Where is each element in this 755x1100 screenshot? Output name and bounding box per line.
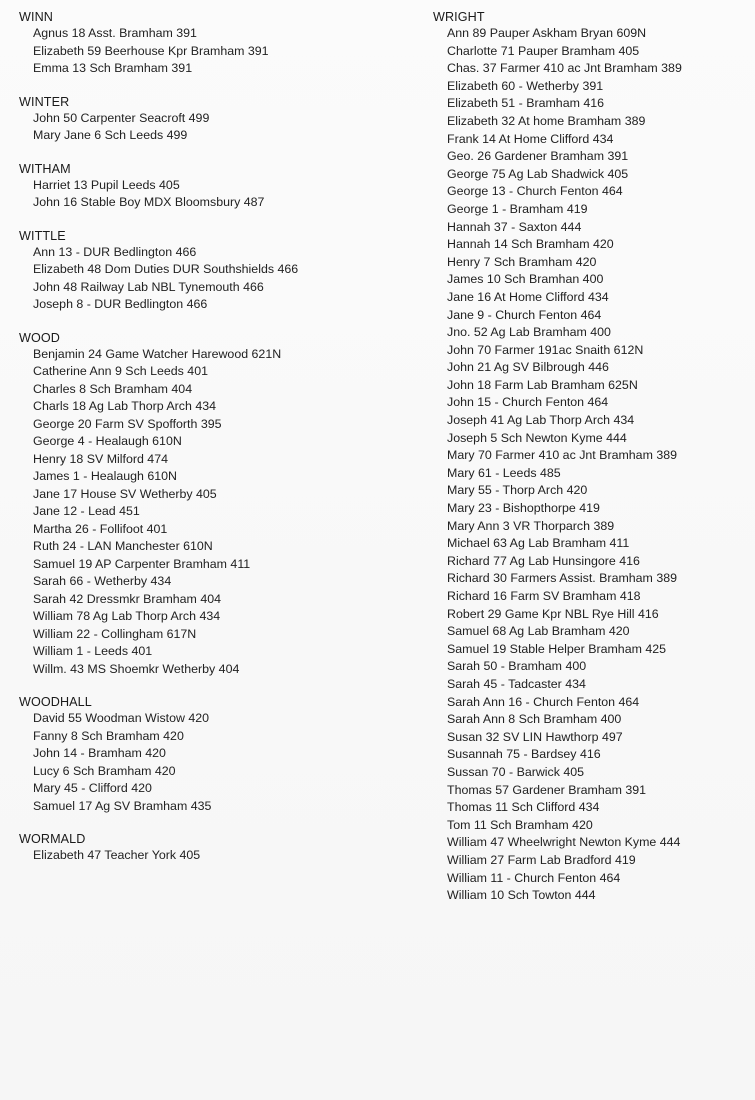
person-entry: Fanny 8 Sch Bramham 420 <box>33 728 184 743</box>
person-entry: James 1 - Healaugh 610N <box>33 469 177 483</box>
surname-heading: WOODHALL <box>19 695 92 709</box>
person-entry: Samuel 68 Ag Lab Bramham 420 <box>447 624 630 639</box>
person-entry: David 55 Woodman Wistow 420 <box>33 711 210 725</box>
entry-list <box>19 847 419 865</box>
surname-group <box>19 10 419 78</box>
person-entry: William 22 - Collingham 617N <box>33 626 197 641</box>
person-entry: Emma 13 Sch Bramham 391 <box>33 61 193 75</box>
surname-heading: WINN <box>19 10 53 24</box>
surname-heading: WITTLE <box>19 228 66 243</box>
person-entry: Susan 32 SV LIN Hawthorp 497 <box>447 729 623 744</box>
person-entry: Agnus 18 Asst. Bramham 391 <box>33 26 197 40</box>
person-entry: George 20 Farm SV Spofforth 395 <box>33 416 222 431</box>
surname-heading: WITHAM <box>19 161 71 176</box>
person-entry: Samuel 19 AP Carpenter Bramham 411 <box>33 556 251 571</box>
person-entry: Sarah Ann 16 - Church Fenton 464 <box>447 694 640 709</box>
person-entry: Samuel 17 Ag SV Bramham 435 <box>33 798 212 813</box>
person-entry: Chas. 37 Farmer 410 ac Jnt Bramham 389 <box>447 61 682 76</box>
person-entry: John 18 Farm Lab Bramham 625N <box>447 377 638 392</box>
entry-list <box>19 710 419 815</box>
surname-group <box>19 832 419 865</box>
left-column <box>19 0 419 865</box>
person-entry: Jane 17 House SV Wetherby 405 <box>33 486 217 501</box>
surname-group <box>19 95 419 145</box>
surname-heading: WORMALD <box>19 832 86 846</box>
person-entry: Mary 23 - Bishopthorpe 419 <box>447 501 600 516</box>
surname-group <box>433 10 755 905</box>
person-entry: John 21 Ag SV Bilbrough 446 <box>447 360 609 375</box>
person-entry: Jane 16 At Home Clifford 434 <box>447 289 609 304</box>
person-entry: Harriet 13 Pupil Leeds 405 <box>33 177 180 192</box>
person-entry: Mary 61 - Leeds 485 <box>447 465 561 480</box>
person-entry: Tom 11 Sch Bramham 420 <box>447 817 593 832</box>
person-entry: Susannah 75 - Bardsey 416 <box>447 747 601 762</box>
person-entry: Henry 18 SV Milford 474 <box>33 451 168 466</box>
person-entry: Lucy 6 Sch Bramham 420 <box>33 763 176 778</box>
person-entry: Sarah 66 - Wetherby 434 <box>33 574 172 588</box>
person-entry: Charls 18 Ag Lab Thorp Arch 434 <box>33 399 216 413</box>
surname-group <box>19 695 419 815</box>
person-entry: Mary 70 Farmer 410 ac Jnt Bramham 389 <box>447 448 678 463</box>
person-entry: Sarah Ann 8 Sch Bramham 400 <box>447 712 622 727</box>
person-entry: Mary Jane 6 Sch Leeds 499 <box>33 128 188 142</box>
surname-group <box>19 331 419 679</box>
person-entry: George 1 - Bramham 419 <box>447 201 588 216</box>
person-entry: William 11 - Church Fenton 464 <box>447 870 621 885</box>
person-entry: Mary 45 - Clifford 420 <box>33 781 152 795</box>
person-entry: Joseph 5 Sch Newton Kyme 444 <box>447 430 627 445</box>
person-entry: Catherine Ann 9 Sch Leeds 401 <box>33 364 208 378</box>
person-entry: Robert 29 Game Kpr NBL Rye Hill 416 <box>447 606 659 621</box>
entry-list <box>19 346 419 679</box>
person-entry: Elizabeth 60 - Wetherby 391 <box>447 78 604 93</box>
person-entry: James 10 Sch Bramhan 400 <box>447 272 604 287</box>
person-entry: Richard 77 Ag Lab Hunsingore 416 <box>447 553 640 568</box>
person-entry: Michael 63 Ag Lab Bramham 411 <box>447 536 630 551</box>
person-entry: Frank 14 At Home Clifford 434 <box>447 131 614 146</box>
person-entry: Joseph 8 - DUR Bedlington 466 <box>33 297 208 311</box>
person-entry: Samuel 19 Stable Helper Bramham 425 <box>447 641 667 656</box>
person-entry: Hannah 14 Sch Bramham 420 <box>447 237 614 252</box>
person-entry: Sarah 45 - Tadcaster 434 <box>447 676 586 691</box>
person-entry: Mary 55 - Thorp Arch 420 <box>447 483 588 498</box>
surname-group <box>19 162 419 212</box>
person-entry: Benjamin 24 Game Watcher Harewood 621N <box>33 346 282 361</box>
person-entry: George 75 Ag Lab Shadwick 405 <box>447 166 629 181</box>
person-entry: John 16 Stable Boy MDX Bloomsbury 487 <box>33 195 265 209</box>
person-entry: John 48 Railway Lab NBL Tynemouth 466 <box>33 279 264 294</box>
person-entry: John 14 - Bramham 420 <box>33 746 166 760</box>
person-entry: Sussan 70 - Barwick 405 <box>447 764 585 779</box>
person-entry: Joseph 41 Ag Lab Thorp Arch 434 <box>447 413 635 428</box>
person-entry: Martha 26 - Follifoot 401 <box>33 521 168 536</box>
person-entry: Thomas 57 Gardener Bramham 391 <box>447 782 647 797</box>
person-entry: Geo. 26 Gardener Bramham 391 <box>447 149 629 164</box>
person-entry: Charles 8 Sch Bramham 404 <box>33 381 193 396</box>
entry-list <box>433 25 755 905</box>
surname-heading: WOOD <box>19 330 60 345</box>
person-entry: Ruth 24 - LAN Manchester 610N <box>33 539 213 553</box>
person-entry: Richard 16 Farm SV Bramham 418 <box>447 589 641 603</box>
person-entry: Charlotte 71 Pauper Bramham 405 <box>447 43 640 58</box>
person-entry: John 70 Farmer 191ac Snaith 612N <box>447 342 644 357</box>
person-entry: Elizabeth 47 Teacher York 405 <box>33 848 201 862</box>
entry-list <box>19 25 419 78</box>
person-entry: Ann 89 Pauper Askham Bryan 609N <box>447 26 647 40</box>
person-entry: George 13 - Church Fenton 464 <box>447 184 623 199</box>
person-entry: Mary Ann 3 VR Thorparch 389 <box>447 518 615 533</box>
person-entry: Elizabeth 51 - Bramham 416 <box>447 96 605 111</box>
surname-heading: WINTER <box>19 94 70 109</box>
person-entry: Richard 30 Farmers Assist. Bramham 389 <box>447 571 677 586</box>
person-entry: Elizabeth 48 Dom Duties DUR Southshields 466 <box>33 262 299 276</box>
person-entry: William 1 - Leeds 401 <box>33 644 153 658</box>
person-entry: Sarah 50 - Bramham 400 <box>447 659 587 674</box>
person-entry: Hannah 37 - Saxton 444 <box>447 219 582 234</box>
surname-group <box>19 229 419 314</box>
surname-heading: WRIGHT <box>433 10 485 24</box>
person-entry: John 50 Carpenter Seacroft 499 <box>33 110 210 125</box>
entry-list <box>19 177 419 212</box>
person-entry: Willm. 43 MS Shoemkr Wetherby 404 <box>33 661 240 676</box>
person-entry: Elizabeth 59 Beerhouse Kpr Bramham 391 <box>33 43 269 58</box>
person-entry: Jane 12 - Lead 451 <box>33 504 140 518</box>
person-entry: William 47 Wheelwright Newton Kyme 444 <box>447 835 681 850</box>
right-column <box>433 0 755 905</box>
person-entry: Elizabeth 32 At home Bramham 389 <box>447 113 646 128</box>
person-entry: Jane 9 - Church Fenton 464 <box>447 307 602 322</box>
person-entry: John 15 - Church Fenton 464 <box>447 395 609 410</box>
person-entry: Sarah 42 Dressmkr Bramham 404 <box>33 591 221 606</box>
person-entry: Ann 13 - DUR Bedlington 466 <box>33 244 197 259</box>
person-entry: Thomas 11 Sch Clifford 434 <box>447 800 600 815</box>
entry-list <box>19 110 419 145</box>
person-entry: Henry 7 Sch Bramham 420 <box>447 254 597 269</box>
person-entry: George 4 - Healaugh 610N <box>33 434 182 448</box>
person-entry: William 78 Ag Lab Thorp Arch 434 <box>33 609 221 623</box>
entry-list <box>19 244 419 314</box>
person-entry: William 27 Farm Lab Bradford 419 <box>447 852 636 867</box>
person-entry: Jno. 52 Ag Lab Bramham 400 <box>447 325 611 340</box>
person-entry: William 10 Sch Towton 444 <box>447 888 596 903</box>
